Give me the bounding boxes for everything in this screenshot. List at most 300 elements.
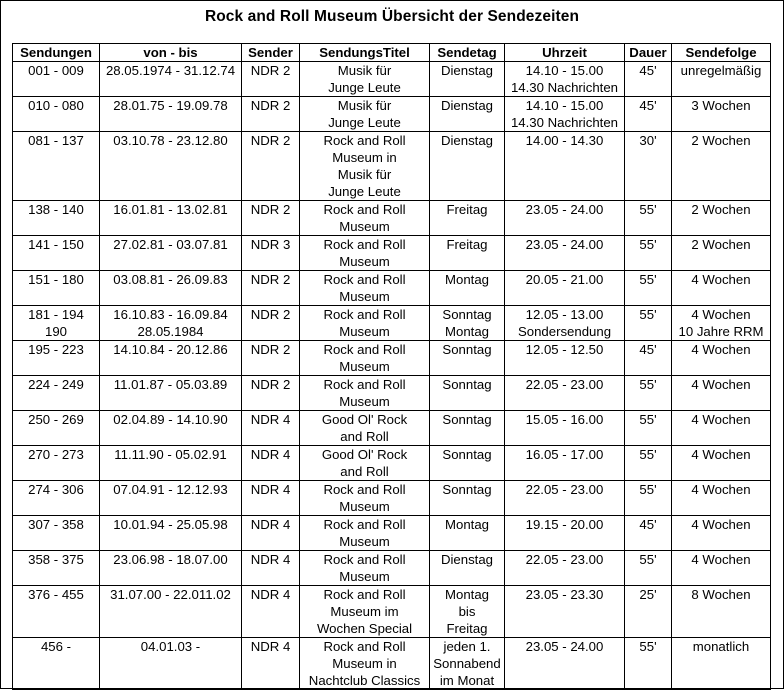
column-header-sendetag: Sendetag <box>430 44 505 62</box>
cell-text-line: Sonntag <box>442 447 492 462</box>
cell-text-line: and Roll <box>340 429 389 444</box>
cell-text-line: 11.11.90 - 05.02.91 <box>114 447 227 462</box>
cell-sendungen <box>13 411 100 446</box>
cell-text-line: 28.05.1974 - 31.12.74 <box>105 63 236 78</box>
cell-uhrzeit <box>505 201 625 236</box>
cell-text-line: NDR 4 <box>250 639 291 654</box>
cell-text-line: NDR 2 <box>250 98 291 113</box>
cell-sendungen <box>13 306 100 341</box>
cell-sender <box>242 516 300 551</box>
cell-text-line: Dienstag <box>440 63 494 78</box>
cell-text-line: 181 - 194 <box>28 307 84 322</box>
cell-text-line: Freitag <box>446 202 488 217</box>
cell-sendungen <box>13 62 100 97</box>
cell-text-line: 4 Wochen <box>691 342 751 357</box>
cell-uhrzeit <box>505 638 625 690</box>
cell-text-line: 30' <box>639 133 657 148</box>
cell-sender <box>242 481 300 516</box>
cell-text-line: 4 Wochen <box>691 447 751 462</box>
cell-dauer <box>625 132 672 201</box>
cell-sendungstitel <box>300 97 430 132</box>
cell-sendungen <box>13 481 100 516</box>
cell-text-line: 55' <box>639 377 657 392</box>
cell-text-line: jeden 1. <box>443 639 491 654</box>
cell-text-line: Rock and Roll <box>323 639 406 654</box>
cell-sendungen <box>13 376 100 411</box>
cell-text-line: 11.01.87 - 05.03.89 <box>113 377 228 392</box>
cell-text-line: 22.05 - 23.00 <box>525 552 604 567</box>
column-header-sendungstitel: SendungsTitel <box>300 44 430 62</box>
cell-uhrzeit <box>505 551 625 586</box>
cell-uhrzeit <box>505 516 625 551</box>
cell-text-line: NDR 3 <box>250 237 291 252</box>
cell-sendetag <box>430 411 505 446</box>
cell-text-line: Sonntag <box>442 482 492 497</box>
cell-sender <box>242 236 300 271</box>
cell-text-line: 270 - 273 <box>28 447 84 462</box>
cell-text-line: Sonntag <box>442 377 492 392</box>
cell-uhrzeit <box>505 446 625 481</box>
cell-sendungstitel <box>300 446 430 481</box>
cell-von-bis <box>100 306 242 341</box>
cell-uhrzeit <box>505 132 625 201</box>
cell-sendungen <box>13 236 100 271</box>
cell-text-line: and Roll <box>340 464 389 479</box>
cell-text-line: 190 <box>44 324 67 339</box>
cell-von-bis <box>100 62 242 97</box>
cell-text-line: 138 - 140 <box>28 202 84 217</box>
cell-text-line: Museum <box>339 569 390 584</box>
cell-uhrzeit <box>505 481 625 516</box>
cell-text-line: NDR 2 <box>250 307 291 322</box>
cell-text-line: Rock and Roll <box>323 517 406 532</box>
cell-sendungen <box>13 516 100 551</box>
cell-dauer <box>625 481 672 516</box>
cell-sendungen <box>13 341 100 376</box>
cell-dauer <box>625 586 672 638</box>
table-row <box>13 271 771 306</box>
cell-sendetag <box>430 638 505 690</box>
cell-von-bis <box>100 446 242 481</box>
table-row <box>13 446 771 481</box>
cell-sendetag <box>430 97 505 132</box>
cell-text-line: NDR 2 <box>250 202 291 217</box>
cell-sendungen <box>13 201 100 236</box>
cell-text-line: 55' <box>639 447 657 462</box>
cell-text-line: 2 Wochen <box>691 133 751 148</box>
cell-text-line: Museum <box>339 359 390 374</box>
cell-von-bis <box>100 551 242 586</box>
cell-text-line: 27.02.81 - 03.07.81 <box>113 237 228 252</box>
cell-text-line: Museum <box>339 324 390 339</box>
cell-text-line: 081 - 137 <box>28 133 84 148</box>
cell-von-bis <box>100 341 242 376</box>
cell-text-line: Museum <box>339 394 390 409</box>
cell-sendungen <box>13 446 100 481</box>
cell-text-line: Sondersendung <box>517 324 612 339</box>
cell-text-line: Sonntag <box>442 307 492 322</box>
cell-sendefolge <box>672 341 771 376</box>
table-row <box>13 586 771 638</box>
cell-text-line: im Monat <box>439 673 495 688</box>
cell-text-line: Museum <box>339 219 390 234</box>
cell-sendungstitel <box>300 132 430 201</box>
cell-von-bis <box>100 516 242 551</box>
cell-text-line: NDR 4 <box>250 552 291 567</box>
cell-text-line: 04.01.03 - <box>140 639 201 654</box>
table-row <box>13 132 771 201</box>
table-row <box>13 638 771 690</box>
cell-text-line: 23.05 - 24.00 <box>525 237 604 252</box>
cell-text-line: 4 Wochen <box>691 307 751 322</box>
cell-sendungstitel <box>300 551 430 586</box>
cell-uhrzeit <box>505 586 625 638</box>
cell-text-line: 14.30 Nachrichten <box>510 80 619 95</box>
cell-text-line: 07.04.91 - 12.12.93 <box>113 482 228 497</box>
cell-text-line: 2 Wochen <box>691 237 751 252</box>
cell-text-line: Montag <box>445 324 489 339</box>
cell-uhrzeit <box>505 62 625 97</box>
cell-text-line: 15.05 - 16.00 <box>525 412 604 427</box>
cell-text-line: Rock and Roll <box>323 133 406 148</box>
cell-text-line: 22.05 - 23.00 <box>525 377 604 392</box>
cell-sendungstitel <box>300 481 430 516</box>
cell-sender <box>242 411 300 446</box>
cell-sendungstitel <box>300 201 430 236</box>
cell-von-bis <box>100 411 242 446</box>
cell-text-line: Sonntag <box>442 342 492 357</box>
cell-uhrzeit <box>505 376 625 411</box>
cell-dauer <box>625 446 672 481</box>
cell-text-line: Rock and Roll <box>323 342 406 357</box>
column-header-sendefolge: Sendefolge <box>672 44 771 62</box>
cell-text-line: 22.05 - 23.00 <box>525 482 604 497</box>
cell-text-line: 3 Wochen <box>691 98 751 113</box>
cell-uhrzeit <box>505 97 625 132</box>
cell-text-line: 456 - <box>40 639 72 654</box>
cell-sendefolge <box>672 376 771 411</box>
cell-text-line: 14.10 - 15.00 <box>525 63 604 78</box>
cell-text-line: Good Ol' Rock <box>321 447 408 462</box>
cell-uhrzeit <box>505 236 625 271</box>
cell-sendefolge <box>672 516 771 551</box>
cell-von-bis <box>100 481 242 516</box>
cell-text-line: 14.30 Nachrichten <box>510 115 619 130</box>
cell-text-line: Dienstag <box>440 98 494 113</box>
cell-text-line: 02.04.89 - 14.10.90 <box>113 412 228 427</box>
cell-text-line: 376 - 455 <box>28 587 84 602</box>
cell-text-line: Museum im <box>330 604 399 619</box>
cell-text-line: Freitag <box>446 237 488 252</box>
cell-text-line: 28.01.75 - 19.09.78 <box>113 98 228 113</box>
cell-text-line: Museum in <box>332 150 397 165</box>
cell-text-line: Rock and Roll <box>323 237 406 252</box>
cell-sender <box>242 306 300 341</box>
cell-text-line: monatlich <box>692 639 750 654</box>
cell-text-line: Dienstag <box>440 133 494 148</box>
cell-text-line: 12.05 - 12.50 <box>525 342 604 357</box>
cell-text-line: 8 Wochen <box>691 587 751 602</box>
cell-uhrzeit <box>505 306 625 341</box>
cell-text-line: Wochen Special <box>316 621 413 636</box>
cell-uhrzeit <box>505 411 625 446</box>
cell-text-line: 55' <box>639 202 657 217</box>
cell-sender <box>242 201 300 236</box>
cell-text-line: Rock and Roll <box>323 272 406 287</box>
cell-text-line: Museum <box>339 534 390 549</box>
table-row <box>13 62 771 97</box>
cell-text-line: 12.05 - 13.00 <box>525 307 604 322</box>
cell-text-line: 23.06.98 - 18.07.00 <box>113 552 228 567</box>
cell-text-line: 55' <box>639 307 657 322</box>
cell-sendungen <box>13 271 100 306</box>
cell-text-line: NDR 2 <box>250 377 291 392</box>
table-row <box>13 551 771 586</box>
cell-text-line: 4 Wochen <box>691 482 751 497</box>
cell-text-line: Junge Leute <box>328 80 401 95</box>
cell-text-line: Museum <box>339 499 390 514</box>
cell-sender <box>242 271 300 306</box>
cell-text-line: Dienstag <box>440 552 494 567</box>
cell-text-line: Musik für <box>337 167 392 182</box>
cell-sendefolge <box>672 97 771 132</box>
cell-text-line: 274 - 306 <box>28 482 84 497</box>
cell-text-line: 358 - 375 <box>28 552 84 567</box>
cell-text-line: Freitag <box>446 621 488 636</box>
cell-sendetag <box>430 376 505 411</box>
cell-text-line: 14.10 - 15.00 <box>525 98 604 113</box>
column-header-sendungen: Sendungen <box>13 44 100 62</box>
cell-text-line: 10.01.94 - 25.05.98 <box>113 517 228 532</box>
cell-text-line: 55' <box>639 552 657 567</box>
cell-text-line: NDR 2 <box>250 133 291 148</box>
cell-text-line: 23.05 - 24.00 <box>525 639 604 654</box>
cell-text-line: Junge Leute <box>328 184 401 199</box>
cell-text-line: 4 Wochen <box>691 517 751 532</box>
table-row <box>13 341 771 376</box>
cell-text-line: 14.00 - 14.30 <box>525 133 604 148</box>
cell-uhrzeit <box>505 271 625 306</box>
cell-sendetag <box>430 132 505 201</box>
cell-sendungstitel <box>300 341 430 376</box>
cell-sender <box>242 586 300 638</box>
cell-text-line: Junge Leute <box>328 115 401 130</box>
cell-dauer <box>625 271 672 306</box>
cell-text-line: Nachtclub Classics <box>308 673 421 688</box>
cell-text-line: 151 - 180 <box>28 272 84 287</box>
cell-text-line: 4 Wochen <box>691 272 751 287</box>
cell-text-line: 23.05 - 24.00 <box>525 202 604 217</box>
cell-von-bis <box>100 271 242 306</box>
cell-sender <box>242 638 300 690</box>
cell-text-line: 001 - 009 <box>28 63 84 78</box>
cell-text-line: 2 Wochen <box>691 202 751 217</box>
cell-dauer <box>625 97 672 132</box>
table-row <box>13 201 771 236</box>
cell-sendungen <box>13 97 100 132</box>
cell-text-line: Rock and Roll <box>323 552 406 567</box>
cell-text-line: Museum <box>339 289 390 304</box>
cell-text-line: 16.10.83 - 16.09.84 <box>113 307 228 322</box>
cell-text-line: 14.10.84 - 20.12.86 <box>113 342 228 357</box>
cell-text-line: Sonntag <box>442 412 492 427</box>
cell-von-bis <box>100 132 242 201</box>
cell-von-bis <box>100 376 242 411</box>
cell-sendungstitel <box>300 376 430 411</box>
cell-text-line: Rock and Roll <box>323 377 406 392</box>
cell-sendetag <box>430 481 505 516</box>
cell-text-line: Museum in <box>332 656 397 671</box>
cell-sender <box>242 341 300 376</box>
cell-sendefolge <box>672 481 771 516</box>
cell-text-line: 45' <box>639 342 657 357</box>
cell-sendefolge <box>672 551 771 586</box>
cell-text-line: 16.05 - 17.00 <box>525 447 604 462</box>
cell-text-line: Good Ol' Rock <box>321 412 408 427</box>
cell-text-line: 03.08.81 - 26.09.83 <box>113 272 228 287</box>
cell-text-line: 4 Wochen <box>691 412 751 427</box>
cell-text-line: 31.07.00 - 22.011.02 <box>110 587 231 602</box>
cell-dauer <box>625 236 672 271</box>
cell-text-line: 307 - 358 <box>28 517 84 532</box>
cell-text-line: Sonnabend <box>433 656 501 671</box>
cell-dauer <box>625 411 672 446</box>
cell-text-line: Rock and Roll <box>323 202 406 217</box>
cell-sendetag <box>430 551 505 586</box>
cell-sendungen <box>13 551 100 586</box>
table-row <box>13 306 771 341</box>
cell-dauer <box>625 376 672 411</box>
column-header-dauer: Dauer <box>625 44 672 62</box>
cell-text-line: 55' <box>639 482 657 497</box>
cell-dauer <box>625 62 672 97</box>
cell-text-line: Rock and Roll <box>323 587 406 602</box>
cell-sendefolge <box>672 306 771 341</box>
cell-sendetag <box>430 306 505 341</box>
cell-text-line: 28.05.1984 <box>137 324 204 339</box>
cell-text-line: NDR 4 <box>250 412 291 427</box>
cell-sendungstitel <box>300 236 430 271</box>
cell-text-line: 55' <box>639 639 657 654</box>
cell-von-bis <box>100 638 242 690</box>
cell-text-line: 45' <box>639 63 657 78</box>
cell-sendefolge <box>672 638 771 690</box>
cell-sendungen <box>13 638 100 690</box>
cell-text-line: 23.05 - 23.30 <box>525 587 604 602</box>
cell-text-line: 55' <box>639 412 657 427</box>
table-row <box>13 376 771 411</box>
cell-text-line: 55' <box>639 272 657 287</box>
cell-sender <box>242 132 300 201</box>
cell-sendetag <box>430 341 505 376</box>
table-row <box>13 516 771 551</box>
cell-dauer <box>625 551 672 586</box>
cell-text-line: 45' <box>639 98 657 113</box>
cell-text-line: 250 - 269 <box>28 412 84 427</box>
cell-text-line: NDR 4 <box>250 517 291 532</box>
cell-dauer <box>625 341 672 376</box>
document-title: Rock and Roll Museum Übersicht der Sendezeiten <box>204 8 580 25</box>
cell-text-line: 20.05 - 21.00 <box>525 272 604 287</box>
cell-sendungstitel <box>300 516 430 551</box>
cell-von-bis <box>100 236 242 271</box>
cell-text-line: NDR 2 <box>250 272 291 287</box>
cell-text-line: unregelmäßig <box>680 63 762 78</box>
cell-text-line: Montag <box>445 517 489 532</box>
cell-text-line: NDR 4 <box>250 482 291 497</box>
cell-von-bis <box>100 586 242 638</box>
cell-sendetag <box>430 271 505 306</box>
cell-sender <box>242 62 300 97</box>
cell-sendungstitel <box>300 638 430 690</box>
cell-sendungstitel <box>300 271 430 306</box>
cell-text-line: Musik für <box>337 98 392 113</box>
cell-text-line: 55' <box>639 237 657 252</box>
cell-text-line: 03.10.78 - 23.12.80 <box>113 133 228 148</box>
cell-uhrzeit <box>505 341 625 376</box>
cell-dauer <box>625 516 672 551</box>
cell-text-line: Musik für <box>337 63 392 78</box>
cell-text-line: 19.15 - 20.00 <box>525 517 604 532</box>
cell-sender <box>242 446 300 481</box>
cell-text-line: Montag <box>445 272 489 287</box>
cell-sendetag <box>430 586 505 638</box>
cell-text-line: 10 Jahre RRM <box>678 324 764 339</box>
cell-sendefolge <box>672 411 771 446</box>
cell-sendefolge <box>672 201 771 236</box>
cell-dauer <box>625 638 672 690</box>
cell-dauer <box>625 201 672 236</box>
cell-text-line: NDR 2 <box>250 63 291 78</box>
cell-text-line: NDR 4 <box>250 447 291 462</box>
table-row <box>13 97 771 132</box>
table-row <box>13 236 771 271</box>
cell-text-line: Rock and Roll <box>323 482 406 497</box>
table-row <box>13 481 771 516</box>
cell-sendungstitel <box>300 62 430 97</box>
cell-text-line: 16.01.81 - 13.02.81 <box>113 202 228 217</box>
cell-text-line: NDR 2 <box>250 342 291 357</box>
cell-text-line: Montag <box>445 587 489 602</box>
column-header-uhrzeit: Uhrzeit <box>505 44 625 62</box>
cell-sendetag <box>430 446 505 481</box>
cell-text-line: 141 - 150 <box>28 237 84 252</box>
cell-sendetag <box>430 201 505 236</box>
cell-text-line: 010 - 080 <box>28 98 84 113</box>
cell-text-line: bis <box>458 604 476 619</box>
cell-text-line: 4 Wochen <box>691 377 751 392</box>
cell-sendetag <box>430 516 505 551</box>
cell-sendefolge <box>672 271 771 306</box>
cell-text-line: NDR 4 <box>250 587 291 602</box>
cell-von-bis <box>100 201 242 236</box>
cell-sendungstitel <box>300 306 430 341</box>
cell-sender <box>242 97 300 132</box>
cell-text-line: 25' <box>639 587 657 602</box>
cell-sendefolge <box>672 132 771 201</box>
cell-sendungstitel <box>300 586 430 638</box>
table-header-row <box>13 44 771 62</box>
column-header-sender: Sender <box>242 44 300 62</box>
cell-sendefolge <box>672 586 771 638</box>
cell-text-line: 45' <box>639 517 657 532</box>
cell-sendungstitel <box>300 411 430 446</box>
cell-text-line: 224 - 249 <box>28 377 84 392</box>
cell-sendefolge <box>672 236 771 271</box>
cell-sender <box>242 551 300 586</box>
cell-sendetag <box>430 236 505 271</box>
cell-sendefolge <box>672 446 771 481</box>
